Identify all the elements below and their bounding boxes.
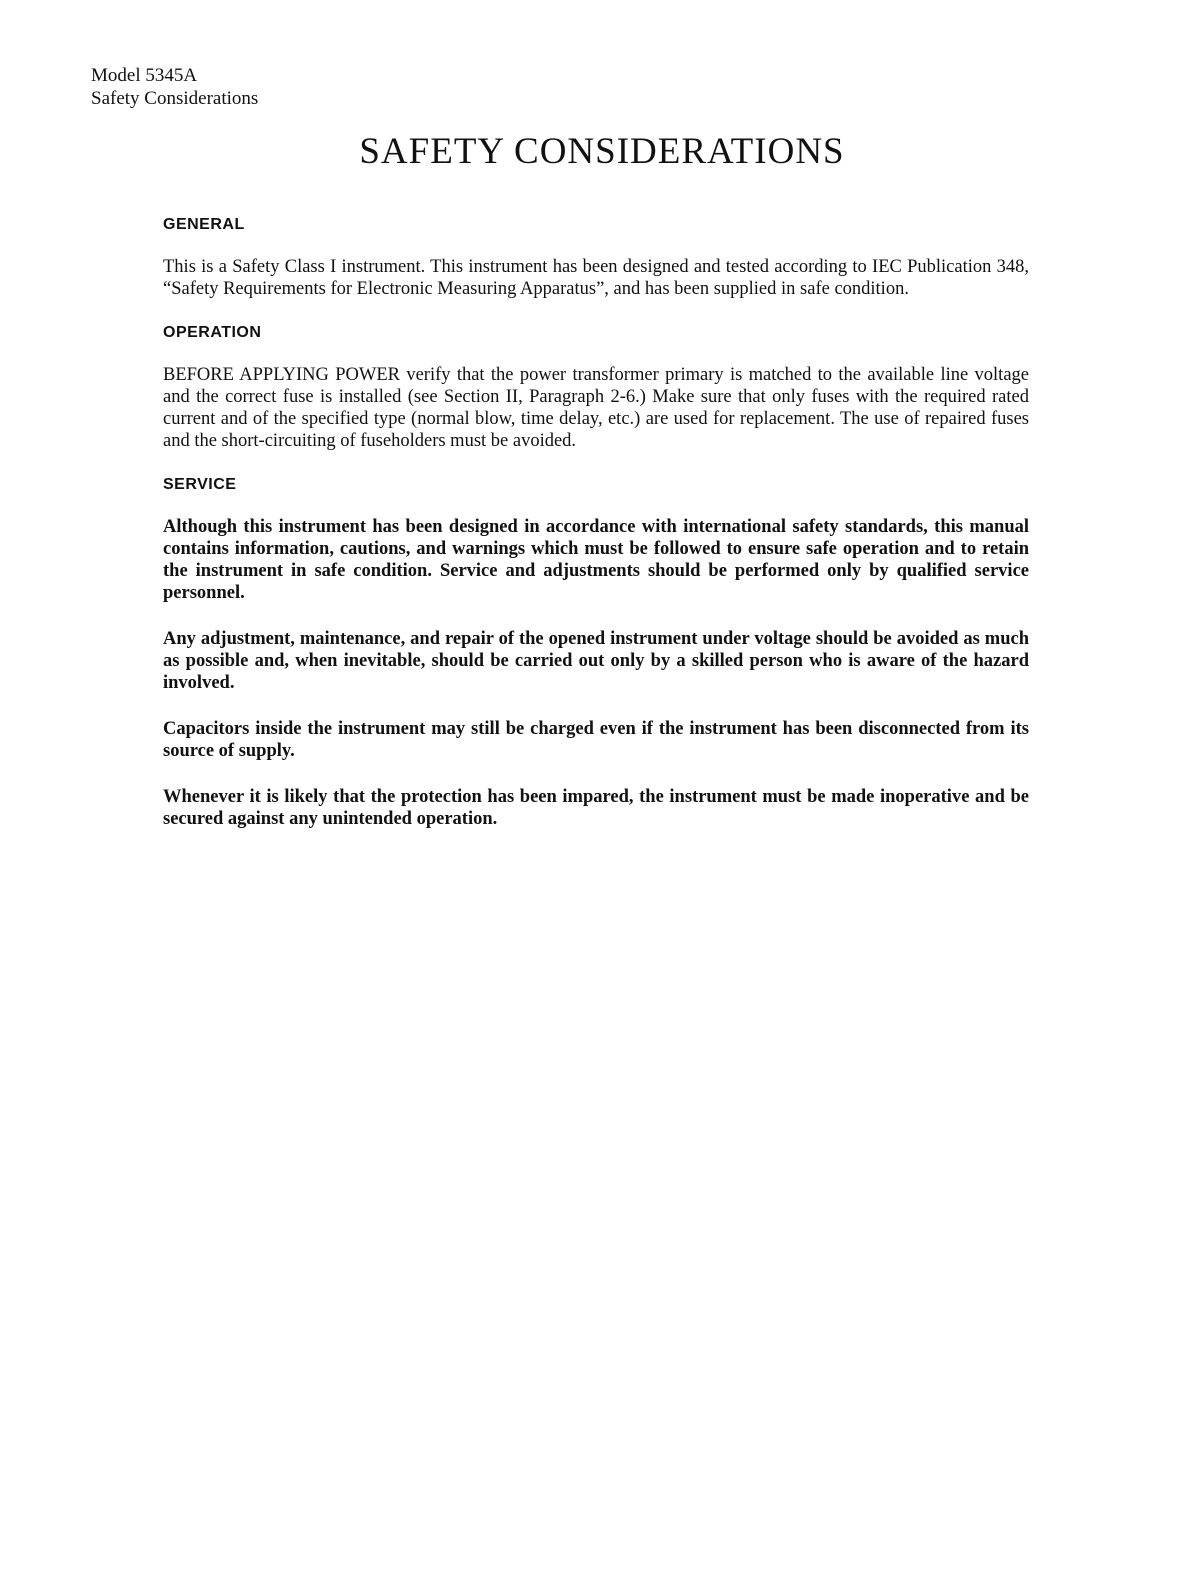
operation-paragraph: BEFORE APPLYING POWER verify that the power transformer primary is matched to the available line voltage and the correct fuse is installed (see Section II, Paragraph 2-6.) Make sure that only fuses with the required rated current and of the specified type (normal blow, time delay, etc.) are used for replacement. The use of repaired fuses and the short-circuiting of fuseholders must be avoided. (163, 365, 1029, 451)
model-label: Model 5345A (91, 65, 198, 86)
service-paragraph-2: Any adjustment, maintenance, and repair of the opened instrument under voltage should be avoided as much as possible and, when inevitable, should be carried out only by a skilled person who is aware of the hazard involved. (163, 629, 1029, 693)
page-title: SAFETY CONSIDERATIONS (359, 131, 845, 172)
section-operation (163, 324, 1029, 452)
section-heading-general: GENERAL (163, 216, 245, 233)
service-paragraph-1: Although this instrument has been designed in accordance with international safety standards, this manual contains information, cautions, and warnings which must be followed to ensure safe operation and to retain the instrument in safe condition. Service and adjustments should be performed only by qualified service personnel. (163, 517, 1029, 603)
service-paragraph-4: Whenever it is likely that the protection has been impared, the instrument must be made inoperative and be secured against any unintended operation. (163, 787, 1029, 829)
general-paragraph: This is a Safety Class I instrument. This instrument has been designed and tested according to IEC Publication 348, “Safety Requirements for Electronic Measuring Apparatus”, and has been supplied in safe condition. (163, 257, 1029, 299)
section-general (163, 216, 1029, 300)
service-paragraph-3: Capacitors inside the instrument may still be charged even if the instrument has been disconnected from its source of supply. (163, 719, 1029, 761)
section-heading-operation: OPERATION (163, 324, 262, 341)
running-header (91, 64, 258, 110)
section-service (163, 476, 1029, 830)
section-label: Safety Considerations (91, 88, 259, 109)
section-heading-service: SERVICE (163, 476, 237, 493)
document-body (163, 216, 1029, 854)
